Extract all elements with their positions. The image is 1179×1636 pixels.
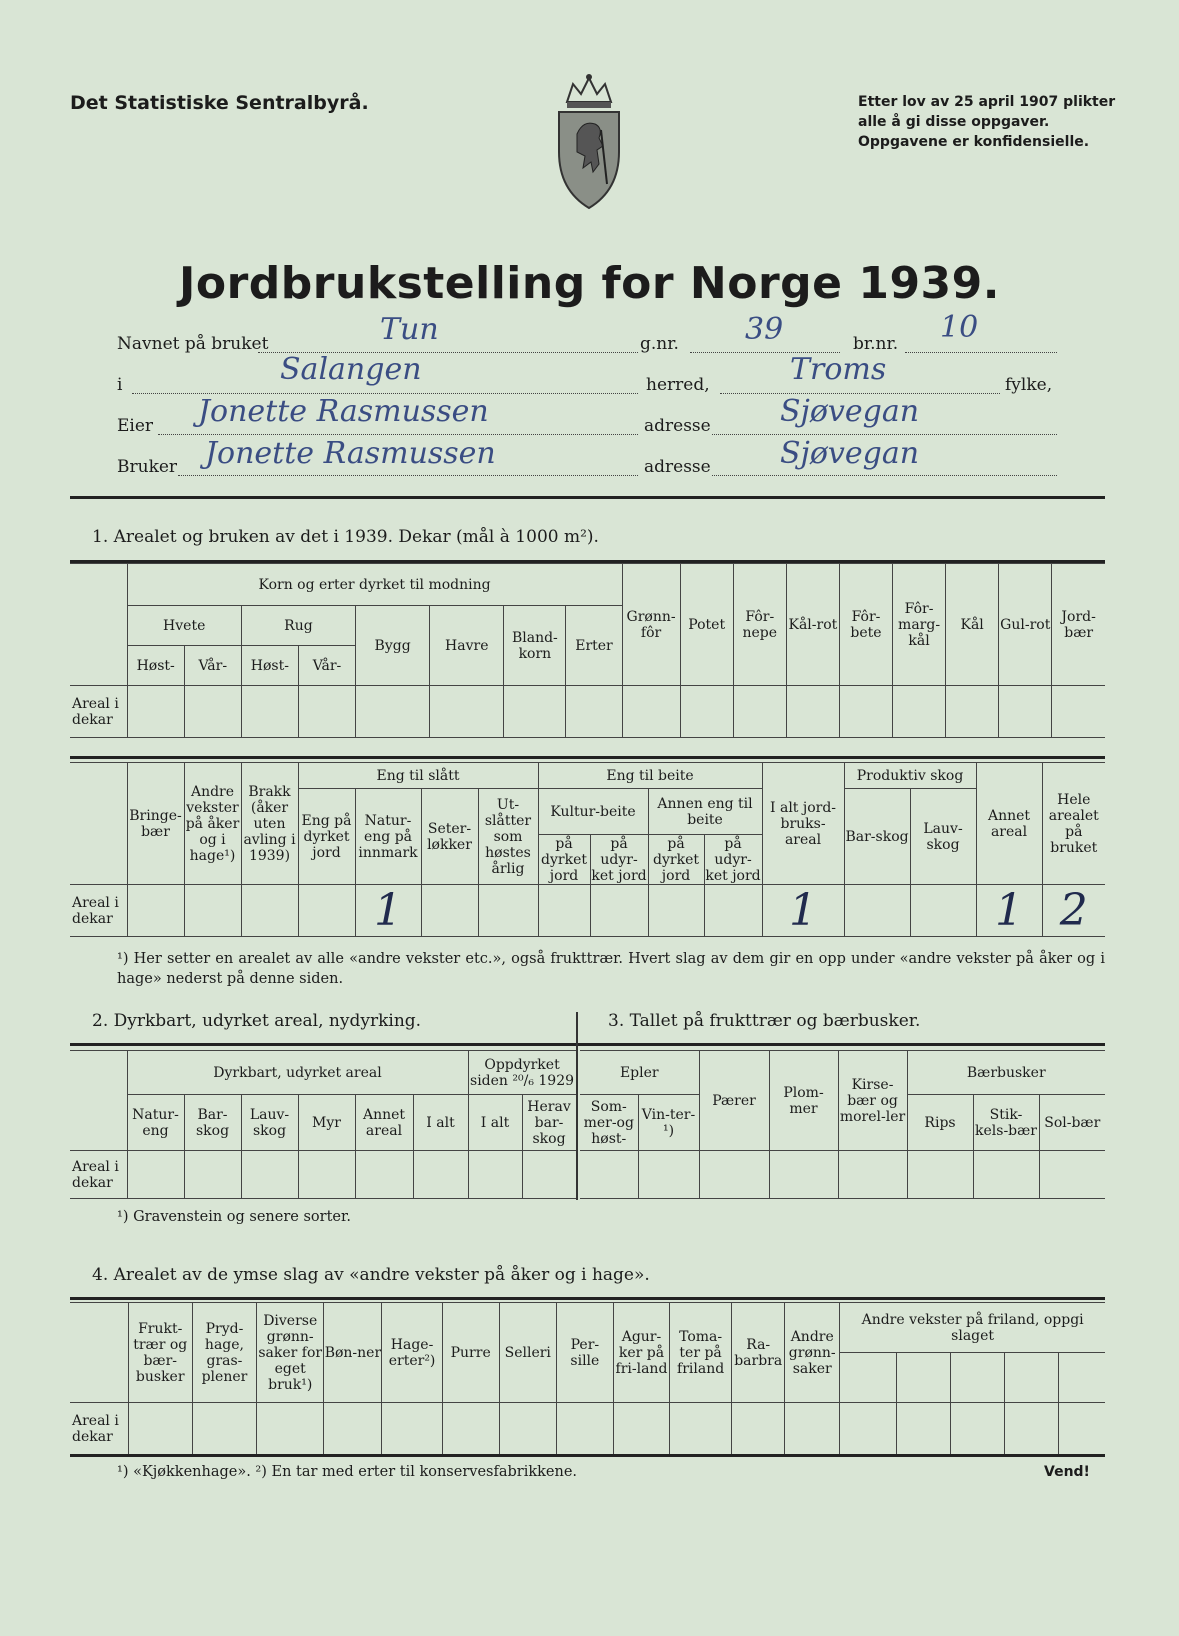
col-kirsebaer: Kirse-bær og morel-ler (838, 1051, 907, 1151)
col-naturbeng-2: Natur-eng (127, 1095, 184, 1151)
col-rug-host: Høst- (241, 646, 298, 686)
section-divider (576, 1012, 578, 1200)
section4-heading: 4. Arealet av de ymse slag av «andre vekster på åker og i hage». (92, 1265, 650, 1285)
col-barskog: Bar-skog (844, 789, 910, 885)
owner-value: Jonette Rasmussen (198, 394, 489, 429)
produktiv-skog-header: Produktiv skog (844, 763, 976, 789)
col-sommer: Som-mer-og høst- (580, 1095, 638, 1151)
table-andre-vekster (70, 1302, 1105, 1455)
table4-bottom-rule (70, 1454, 1105, 1457)
brnr-line (905, 352, 1057, 353)
table-area-grassland (70, 762, 1105, 937)
col-purre: Purre (442, 1303, 499, 1403)
col-utslatter: Ut-slåtter som høstes årlig (478, 789, 538, 885)
col-andre-vekster: Andre vekster på åker og i hage¹) (184, 763, 241, 885)
user-value: Jonette Rasmussen (205, 436, 496, 471)
korn-group-header: Korn og erter dyrket til modning (127, 564, 622, 606)
user-address-label: adresse (644, 457, 711, 477)
col-kalrot: Kål-rot (786, 564, 839, 686)
col-andre-gronnsaker: Andre grønn-saker (785, 1303, 840, 1403)
col-rips: Rips (907, 1095, 973, 1151)
col-selleri: Selleri (499, 1303, 556, 1403)
col-rabarbra: Ra-barbra (732, 1303, 785, 1403)
section1-footnote: ¹) Her setter en arealet av alle «andre vekster etc.», også frukttrær. Hvert slag av dem gir en opp under «andre vekster på åker og i hage» nederst på denne siden. (117, 951, 1105, 987)
col-naturbeng: Natur-eng på innmark (355, 789, 421, 885)
col-bringebaer: Bringe-bær (127, 763, 184, 885)
col-gulrot: Gul-rot (999, 564, 1052, 686)
user-address-line (712, 475, 1057, 476)
user-label: Bruker (117, 457, 178, 477)
col-lauvskog-2: Lauv-skog (241, 1095, 298, 1151)
col-potet: Potet (680, 564, 733, 686)
owner-address-label: adresse (644, 416, 711, 436)
oppdyrket-header: Oppdyrket siden ²⁰/₆ 1929 (468, 1051, 576, 1095)
col-plommer: Plom-mer (769, 1051, 838, 1151)
eng-slatt-header: Eng til slått (298, 763, 538, 789)
farm-name-value: Tun (380, 312, 439, 347)
turn-over-label: Vend! (1044, 1464, 1090, 1480)
user-line (178, 475, 638, 476)
row-areal-label-4: Areal i dekar (70, 1403, 128, 1455)
farm-name-label: Navnet på bruket (117, 334, 269, 354)
brnr-value: 10 (940, 310, 979, 345)
col-hele-arealet: Hele arealet på bruket (1042, 763, 1105, 885)
eng-beite-header: Eng til beite (538, 763, 762, 789)
col-frukttraer: Frukt-trær og bær-busker (128, 1303, 192, 1403)
col-stikkelsbaer: Stik-kels-bær (973, 1095, 1039, 1151)
col-brakk: Brakk (åker uten avling i 1939) (241, 763, 298, 885)
table-area-crops (70, 563, 1105, 738)
col-erter: Erter (566, 606, 622, 686)
section3-heading: 3. Tallet på frukttrær og bærbusker. (608, 1011, 921, 1031)
naturbeng-value: 1 (374, 884, 402, 936)
col-jordbaer: Jord-bær (1052, 564, 1105, 686)
col-paerer: Pærer (699, 1051, 769, 1151)
section2-footnote: ¹) Gravenstein og senere sorter. (117, 1209, 351, 1225)
col-seterlokker: Seter-løkker (421, 789, 478, 885)
col-annet-areal: Annet areal (976, 763, 1042, 885)
table2-top-rule (70, 756, 1105, 759)
table3-top-rule (70, 1043, 1105, 1046)
row-areal-label-2: Areal i dekar (70, 885, 127, 937)
col-annen-dyrket: på dyrket jord (648, 835, 704, 885)
col-annen-udyrket: på udyr-ket jord (705, 835, 761, 884)
col-rug-var: Vår- (298, 646, 355, 686)
col-solbaer: Sol-bær (1039, 1095, 1105, 1151)
gnr-value: 39 (745, 312, 784, 347)
col-hvete: Hvete (127, 606, 241, 646)
col-myr: Myr (298, 1095, 355, 1151)
col-formargkal: Fôr-marg-kål (893, 564, 946, 686)
col-oppdyrket-ialt: I alt (468, 1095, 522, 1151)
owner-label: Eier (117, 416, 154, 436)
col-eng-dyrket: Eng på dyrket jord (298, 789, 355, 885)
owner-address-line (712, 434, 1057, 435)
col-barskog-2: Bar-skog (184, 1095, 241, 1151)
col-havre: Havre (430, 606, 504, 686)
col-kultur-udyrket: på udyr-ket jord (591, 835, 647, 884)
epler-header: Epler (580, 1051, 699, 1095)
annet-areal-value: 1 (995, 884, 1024, 936)
herred-value: Salangen (280, 352, 422, 387)
fylke-label: fylke, (1005, 375, 1053, 395)
in-label: i (117, 375, 123, 395)
col-vinter: Vin-ter-¹) (638, 1095, 699, 1151)
col-hageerter: Hage-erter²) (382, 1303, 442, 1403)
hele-arealet-value: 2 (1059, 884, 1088, 936)
col-diverse: Diverse grønn-saker for eget bruk¹) (257, 1303, 324, 1403)
user-address-value: Sjøvegan (780, 436, 920, 471)
brnr-label: br.nr. (853, 334, 899, 354)
col-lauvskog: Lauv-skog (910, 789, 976, 885)
col-blandkorn: Bland-korn (504, 606, 566, 686)
col-agurker: Agur-ker på fri-land (613, 1303, 669, 1403)
col-herav-barskog: Herav bar-skog (522, 1095, 576, 1151)
divider (70, 496, 1105, 499)
annen-eng-header: Annen eng til beite (648, 789, 762, 835)
owner-address-value: Sjøvegan (780, 394, 920, 429)
confidentiality-notice: Etter lov av 25 april 1907 plikter alle å gi disse oppgaver. Oppgavene er konfidensielle. (858, 94, 1116, 150)
col-kultur-dyrket: på dyrket jord (538, 835, 590, 885)
herred-label: herred, (646, 375, 710, 395)
col-bygg: Bygg (356, 606, 430, 686)
baerbusker-header: Bærbusker (907, 1051, 1105, 1095)
fylke-value: Troms (790, 352, 887, 387)
col-prydhage: Pryd-hage, gras-plener (192, 1303, 256, 1403)
col-persille: Per-sille (556, 1303, 613, 1403)
col-bonner: Bøn-ner (324, 1303, 382, 1403)
coat-of-arms-icon (553, 72, 625, 212)
section1-heading: 1. Arealet og bruken av det i 1939. Dekar (mål à 1000 m²). (92, 527, 599, 547)
kulturbeite-header: Kultur-beite (538, 789, 648, 835)
col-hvete-host: Høst- (127, 646, 184, 686)
table4-top-rule (70, 1297, 1105, 1300)
agency-name: Det Statistiske Sentralbyrå. (70, 92, 369, 114)
section4-footnote: ¹) «Kjøkkenhage». ²) En tar med erter til konservesfabrikkene. (117, 1464, 578, 1480)
dyrkbart-group-header: Dyrkbart, udyrket areal (127, 1051, 468, 1095)
col-ialt-jordbruk: I alt jord-bruks-areal (762, 763, 844, 885)
row-areal-label-3: Areal i dekar (70, 1151, 127, 1199)
section2-heading: 2. Dyrkbart, udyrket areal, nydyrking. (92, 1011, 422, 1031)
col-fornepe: Fôr-nepe (733, 564, 786, 686)
col-forbete: Fôr-bete (839, 564, 892, 686)
col-hvete-var: Vår- (184, 646, 241, 686)
ialt-jordbruk-value: 1 (789, 884, 818, 936)
col-rug: Rug (241, 606, 355, 646)
andre-friland-header: Andre vekster på friland, oppgi slaget (840, 1303, 1105, 1353)
table-dyrkbart (70, 1050, 577, 1199)
col-gronnfor: Grønn-fôr (622, 564, 680, 686)
gnr-label: g.nr. (640, 334, 679, 354)
table-frukttraer (580, 1050, 1105, 1199)
page-title: Jordbrukstelling for Norge 1939. (179, 258, 1000, 309)
col-kal: Kål (946, 564, 999, 686)
row-areal-label: Areal i dekar (70, 686, 127, 738)
col-annet-areal-2: Annet areal (355, 1095, 413, 1151)
owner-line (158, 434, 638, 435)
col-tomater: Toma-ter på friland (670, 1303, 732, 1403)
col-ialt-2: I alt (413, 1095, 468, 1151)
